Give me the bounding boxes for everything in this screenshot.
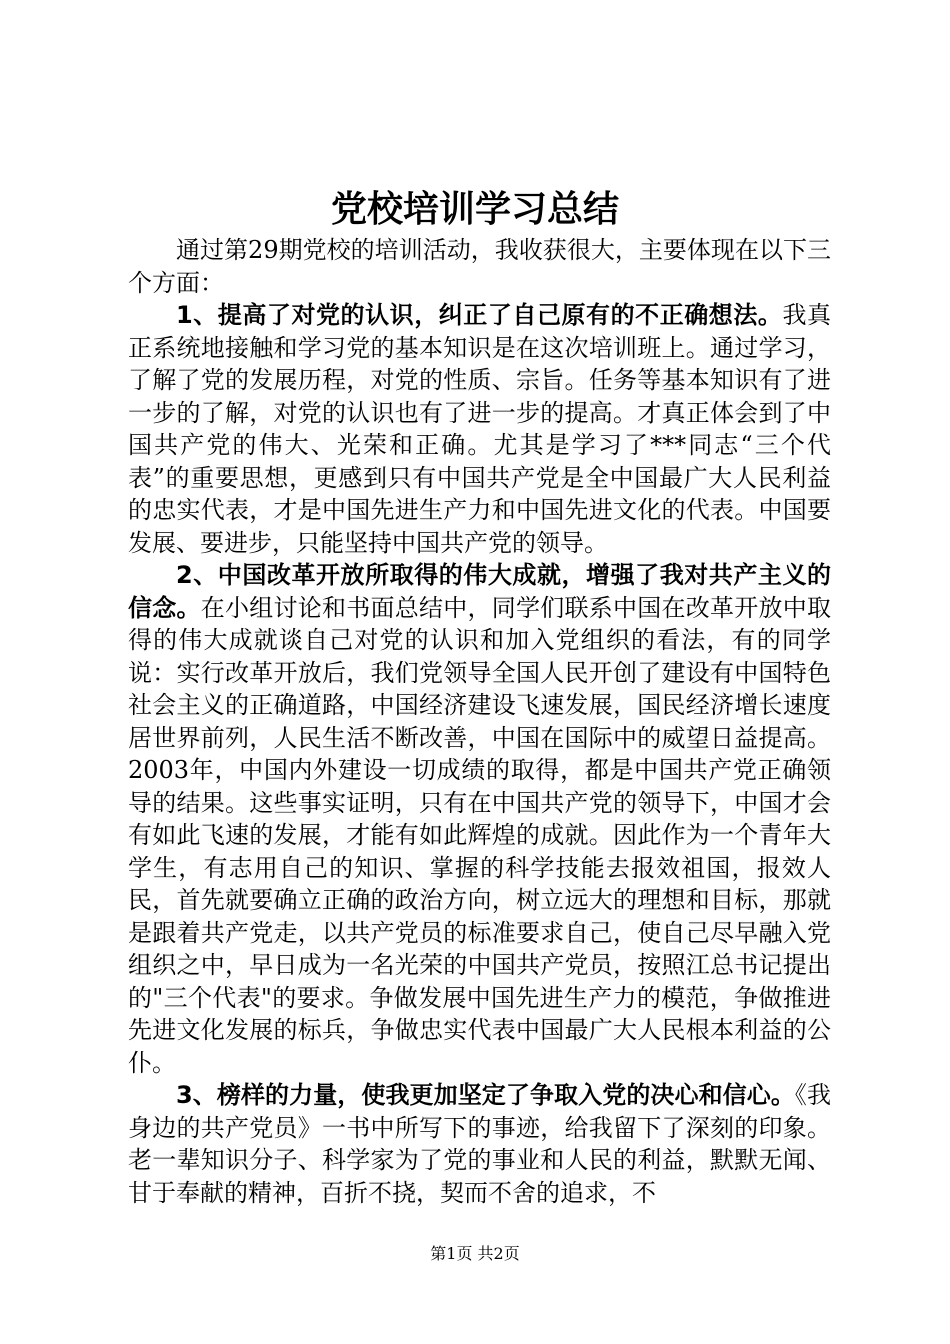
paragraph-point-3 xyxy=(128,1079,831,1209)
paragraph-lead: 3、榜样的力量，使我更加坚定了争取入党的决心和信心。 xyxy=(176,1081,795,1109)
document-title: 党校培训学习总结 xyxy=(330,188,619,230)
paragraph-lead: 2、中国改革开放所取得的伟大成就，增强了我对共产主义的信念。 xyxy=(128,561,831,622)
paragraph-text: 在小组讨论和书面总结中，同学们联系中国在改革开放中取得的伟大成就谈自己对党的认识和加入党组织的看法，有的同学说：实行改革开放后，我们党领导全国人民开创了建设有中国特色社会主义的正确道路，中国经济建设飞速发展，国民经济增长速度居世界前列，人民生活不断改善，中国在国际中的威望日益提高。2003年，中国内外建设一切成绩的取得，都是中国共产党正确领导的结果。这些事实证明，只有在中国共产党的领导下，中国才会有如此飞速的发展，才能有如此辉煌的成就。因此作为一个青年大学生，有志用自己的知识、掌握的科学技能去报效祖国，报效人民，首先就要确立正确的政治方向，树立远大的理想和目标，那就是跟着共产党走，以共产党员的标准要求自己，使自己尽早融入党组织之中，早日成为一名光荣的中国共产党员，按照江总书记提出的"三个代表"的要求。争做发展中国先进生产力的模范，争做推进先进文化发展的标兵，争做忠实代表中国最广大人民根本利益的公仆。 xyxy=(128,593,831,1077)
paragraph-point-2 xyxy=(128,559,831,1079)
paragraph-text: 我真正系统地接触和学习党的基本知识是在这次培训班上。通过学习，了解了党的发展历程，对党的性质、宗旨。任务等基本知识有了进一步的了解，对党的认识也有了进一步的提高。才真正体会到了中国共产党的伟大、光荣和正确。尤其是学习了***同志“三个代表”的重要思想，更感到只有中国共产党是全中国最广大人民利益的忠实代表，才是中国先进生产力和中国先进文化的代表。中国要发展、要进步，只能坚持中国共产党的领导。 xyxy=(128,301,832,557)
paragraph-text: 《我身边的共产党员》一书中所写下的事迹，给我留下了深刻的印象。老一辈知识分子、科学家为了党的事业和人民的利益，默默无闻、甘于奉献的精神，百折不挠，契而不舍的追求，不 xyxy=(128,1081,832,1207)
page-number-footer: 第1页 共2页 xyxy=(430,1244,520,1263)
paragraph-point-1 xyxy=(128,299,831,559)
document-body xyxy=(128,234,831,1209)
paragraph-lead: 1、提高了对党的认识，纠正了自己原有的不正确想法。 xyxy=(176,301,783,329)
paragraph-intro xyxy=(128,234,831,299)
paragraph-text: 通过第29期党校的培训活动，我收获很大，主要体现在以下三个方面： xyxy=(128,236,831,297)
